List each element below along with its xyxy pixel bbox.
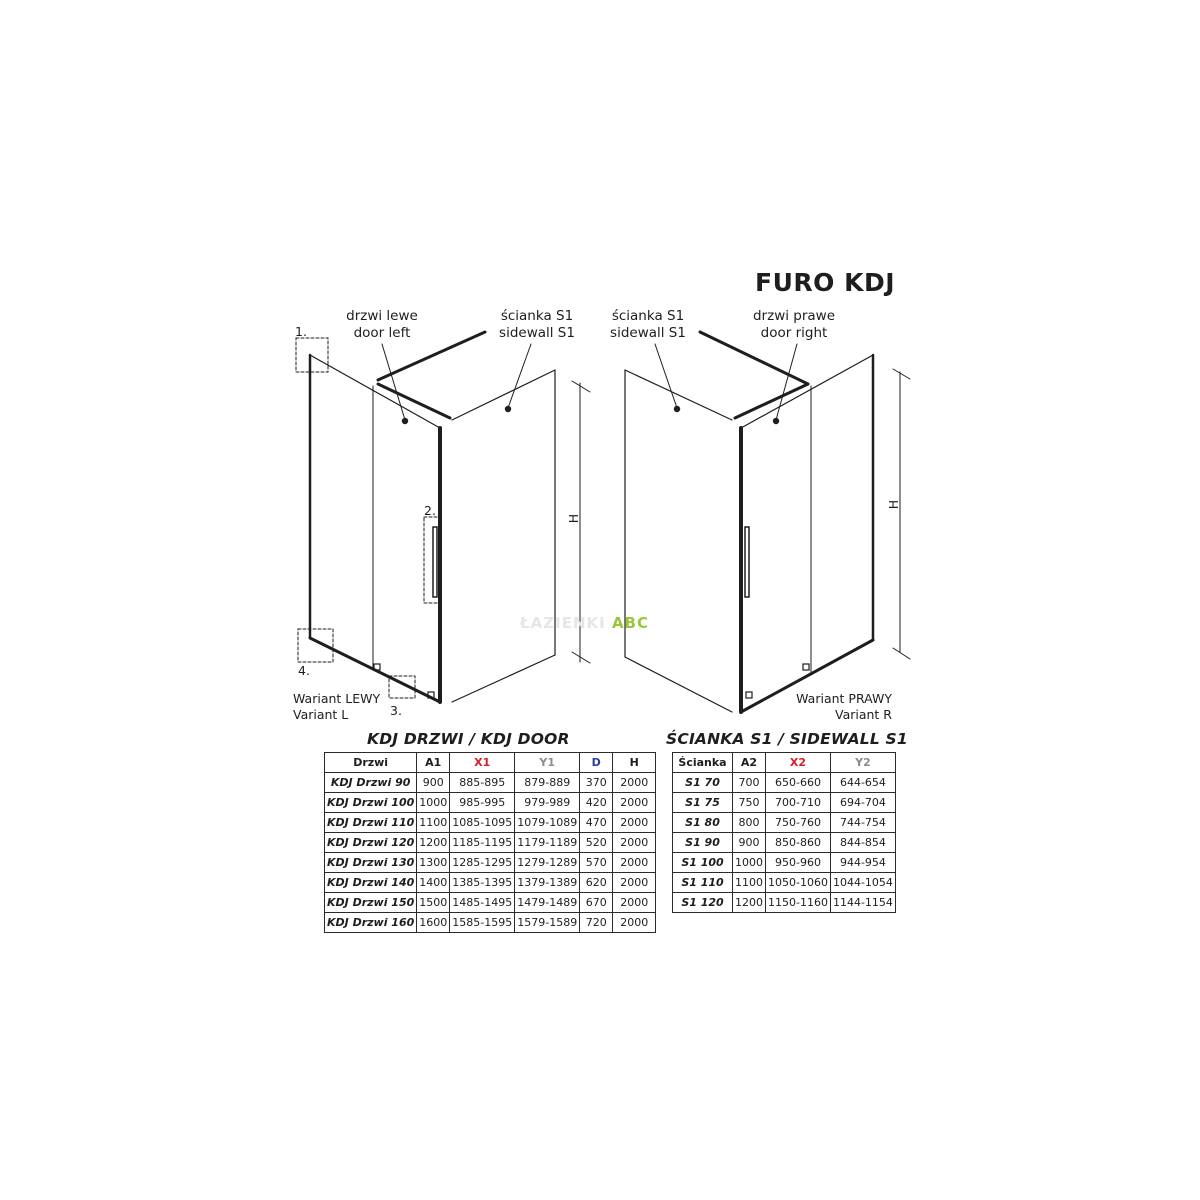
table-cell: 1050-1060 — [766, 873, 831, 893]
right-variant-caption-en: Variant R — [835, 707, 892, 722]
table-cell: 1300 — [417, 853, 450, 873]
door-table-row — [325, 813, 656, 833]
door-table-row — [325, 853, 656, 873]
table-cell: 1150-1160 — [766, 893, 831, 913]
sidewall-table — [672, 752, 896, 913]
table-cell: 1385-1395 — [450, 873, 515, 893]
table-cell: 1579-1589 — [515, 913, 580, 933]
door-col-a1: A1 — [417, 753, 450, 773]
right-variant-caption-pl: Wariant PRAWY — [796, 691, 892, 706]
table-cell: 694-704 — [830, 793, 895, 813]
left-door-label-en: door left — [353, 325, 411, 341]
left-sidewall-label — [496, 308, 578, 342]
table-cell: S1 90 — [673, 833, 733, 853]
sidewall-table-row — [673, 773, 896, 793]
left-door-label — [342, 308, 422, 342]
table-cell: KDJ Drzwi 110 — [325, 813, 417, 833]
door-table-row — [325, 873, 656, 893]
table-cell: 750 — [733, 793, 766, 813]
sidewall-col-x2: X2 — [766, 753, 831, 773]
right-door-label — [748, 308, 840, 342]
table-cell: 985-995 — [450, 793, 515, 813]
right-sidewall-label-en: sidewall S1 — [610, 325, 686, 341]
table-cell: S1 70 — [673, 773, 733, 793]
door-table — [324, 752, 656, 933]
door-table-row — [325, 773, 656, 793]
table-cell: S1 80 — [673, 813, 733, 833]
right-variant-caption — [772, 691, 892, 723]
table-cell: 2000 — [613, 873, 656, 893]
watermark-accent: ABC — [611, 614, 649, 632]
left-variant-points — [402, 406, 511, 424]
table-cell: 950-960 — [766, 853, 831, 873]
table-cell: 700 — [733, 773, 766, 793]
table-cell: 720 — [580, 913, 613, 933]
table-cell: 650-660 — [766, 773, 831, 793]
table-cell: 644-654 — [830, 773, 895, 793]
sidewall-col-scianka: Ścianka — [673, 753, 733, 773]
table-cell: 570 — [580, 853, 613, 873]
table-cell: 520 — [580, 833, 613, 853]
door-col-x1: X1 — [450, 753, 515, 773]
table-cell: 1044-1054 — [830, 873, 895, 893]
right-variant-drawing — [625, 332, 910, 712]
sidewall-table-row — [673, 813, 896, 833]
table-cell: 1144-1154 — [830, 893, 895, 913]
table-cell: 1079-1089 — [515, 813, 580, 833]
watermark — [520, 614, 649, 632]
table-cell: 700-710 — [766, 793, 831, 813]
door-table-header-row — [325, 753, 656, 773]
left-sidewall-label-pl: ścianka S1 — [500, 308, 574, 324]
sidewall-col-a2: A2 — [733, 753, 766, 773]
door-table-row — [325, 913, 656, 933]
table-cell: 900 — [417, 773, 450, 793]
sidewall-table-row — [673, 793, 896, 813]
right-dimension-h: H — [886, 499, 902, 510]
table-cell: 879-889 — [515, 773, 580, 793]
watermark-text: ŁAZIENKI — [520, 614, 606, 632]
sidewall-table-row — [673, 893, 896, 913]
table-cell: 1279-1289 — [515, 853, 580, 873]
right-door-label-en: door right — [760, 325, 828, 341]
table-cell: 1479-1489 — [515, 893, 580, 913]
table-cell: S1 100 — [673, 853, 733, 873]
door-table-row — [325, 893, 656, 913]
table-cell: KDJ Drzwi 160 — [325, 913, 417, 933]
left-door-label-pl: drzwi lewe — [346, 308, 418, 324]
right-door-label-pl: drzwi prawe — [752, 308, 836, 324]
table-cell: 850-860 — [766, 833, 831, 853]
sidewall-table-row — [673, 833, 896, 853]
door-table-heading: KDJ DRZWI / KDJ DOOR — [367, 730, 570, 748]
table-cell: 470 — [580, 813, 613, 833]
table-cell: 620 — [580, 873, 613, 893]
table-cell: 2000 — [613, 853, 656, 873]
table-cell: 844-854 — [830, 833, 895, 853]
table-cell: 1379-1389 — [515, 873, 580, 893]
left-variant-caption-pl: Wariant LEWY — [293, 691, 381, 706]
table-cell: S1 120 — [673, 893, 733, 913]
callout-4: 4. — [298, 663, 310, 678]
table-cell: 800 — [733, 813, 766, 833]
table-cell: 885-895 — [450, 773, 515, 793]
table-cell: S1 75 — [673, 793, 733, 813]
table-cell: 944-954 — [830, 853, 895, 873]
table-cell: 979-989 — [515, 793, 580, 813]
table-cell: 1179-1189 — [515, 833, 580, 853]
table-cell: S1 110 — [673, 873, 733, 893]
table-cell: 670 — [580, 893, 613, 913]
table-cell: KDJ Drzwi 100 — [325, 793, 417, 813]
door-col-y1: Y1 — [515, 753, 580, 773]
door-col-drzwi: Drzwi — [325, 753, 417, 773]
table-cell: 1100 — [417, 813, 450, 833]
sidewall-table-row — [673, 853, 896, 873]
sidewall-col-y2: Y2 — [830, 753, 895, 773]
table-cell: KDJ Drzwi 90 — [325, 773, 417, 793]
diagram-title: FURO KDJ — [755, 268, 896, 297]
table-cell: KDJ Drzwi 150 — [325, 893, 417, 913]
table-cell: 1600 — [417, 913, 450, 933]
table-cell: 2000 — [613, 913, 656, 933]
table-cell: 1100 — [733, 873, 766, 893]
table-cell: 2000 — [613, 793, 656, 813]
callout-1: 1. — [295, 324, 307, 339]
sidewall-table-row — [673, 873, 896, 893]
door-table-row — [325, 833, 656, 853]
table-cell: KDJ Drzwi 140 — [325, 873, 417, 893]
table-cell: 900 — [733, 833, 766, 853]
table-cell: 2000 — [613, 893, 656, 913]
left-variant-caption-en: Variant L — [293, 707, 349, 722]
table-cell: 1085-1095 — [450, 813, 515, 833]
door-col-d: D — [580, 753, 613, 773]
right-sidewall-label-pl: ścianka S1 — [611, 308, 685, 324]
table-cell: KDJ Drzwi 130 — [325, 853, 417, 873]
table-cell: 750-760 — [766, 813, 831, 833]
sidewall-table-heading: ŚCIANKA S1 / SIDEWALL S1 — [666, 730, 908, 748]
table-cell: 1200 — [417, 833, 450, 853]
table-cell: 1400 — [417, 873, 450, 893]
table-cell: 1585-1595 — [450, 913, 515, 933]
table-cell: 1485-1495 — [450, 893, 515, 913]
door-col-h: H — [613, 753, 656, 773]
table-cell: 1185-1195 — [450, 833, 515, 853]
left-variant-caption — [293, 691, 380, 723]
table-cell: 1500 — [417, 893, 450, 913]
table-cell: 1000 — [417, 793, 450, 813]
table-cell: 2000 — [613, 813, 656, 833]
sidewall-table-header-row — [673, 753, 896, 773]
table-cell: 2000 — [613, 833, 656, 853]
table-cell: 744-754 — [830, 813, 895, 833]
right-sidewall-label — [606, 308, 690, 342]
left-sidewall-label-en: sidewall S1 — [499, 325, 575, 341]
table-cell: 1285-1295 — [450, 853, 515, 873]
left-dimension-h: H — [566, 513, 582, 524]
left-variant-drawing — [296, 332, 590, 702]
table-cell: 420 — [580, 793, 613, 813]
table-cell: 2000 — [613, 773, 656, 793]
table-cell: 1200 — [733, 893, 766, 913]
table-cell: 1000 — [733, 853, 766, 873]
table-cell: 370 — [580, 773, 613, 793]
callout-2: 2. — [424, 503, 436, 518]
callout-3: 3. — [390, 703, 402, 718]
table-cell: KDJ Drzwi 120 — [325, 833, 417, 853]
door-table-row — [325, 793, 656, 813]
